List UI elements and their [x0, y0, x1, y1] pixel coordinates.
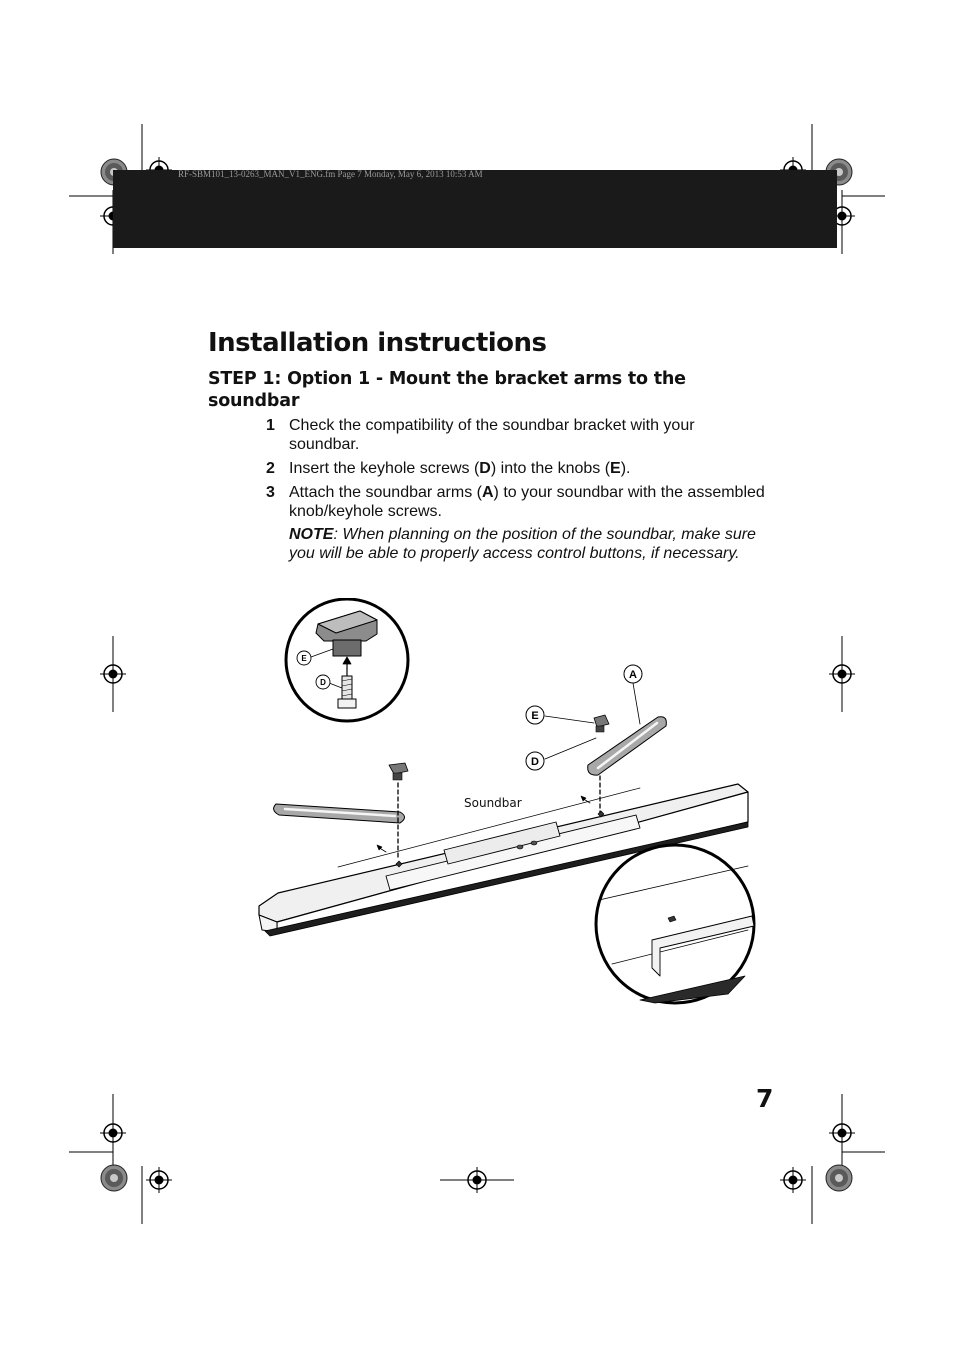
- soundbar-label: Soundbar: [464, 796, 522, 810]
- page-number: 7: [756, 1084, 774, 1113]
- page-title: Installation instructions: [208, 328, 547, 358]
- note-paragraph: [289, 525, 764, 563]
- step-heading: STEP 1: Option 1 - Mount the bracket arms to the soundbar: [208, 369, 686, 411]
- callout-small-d: [316, 675, 330, 689]
- callout-a: [624, 665, 642, 683]
- svg-text:D: D: [531, 756, 539, 768]
- callout-small-e: [297, 651, 311, 665]
- callout-d: [526, 752, 544, 770]
- svg-text:E: E: [531, 710, 539, 722]
- svg-text:D: D: [320, 678, 326, 687]
- list-item: [266, 416, 766, 454]
- svg-text:E: E: [301, 654, 307, 663]
- header-band: [113, 170, 837, 248]
- step-text: Attach the soundbar arms (A) to your soundbar with the assembled knob/keyhole screws.: [289, 484, 765, 520]
- step-text: Check the compatibility of the soundbar bracket with your soundbar.: [289, 417, 695, 453]
- step-text: Insert the keyhole screws (D) into the knobs (E).: [289, 460, 631, 477]
- svg-text:A: A: [629, 669, 637, 681]
- list-item: [266, 483, 766, 521]
- step-list: [266, 416, 766, 526]
- step-number: 2: [266, 460, 275, 477]
- callout-e: [526, 706, 544, 724]
- installation-illustration: [250, 598, 770, 1008]
- step-number: 3: [266, 484, 275, 501]
- list-item: [266, 459, 766, 478]
- left-bracket-arm: [274, 763, 408, 860]
- note-label: NOTE: [289, 526, 334, 543]
- keyhole-detail: [596, 845, 754, 1003]
- file-info-slug: RF-SBM101_13-0263_MAN_V1_ENG.fm Page 7 Monday, May 6, 2013 10:53 AM: [178, 169, 483, 179]
- right-bracket-arm: [545, 683, 666, 812]
- step-number: 1: [266, 417, 275, 434]
- note-text: : When planning on the position of the soundbar, make sure you will be able to properly access control buttons, if necessary.: [289, 526, 756, 562]
